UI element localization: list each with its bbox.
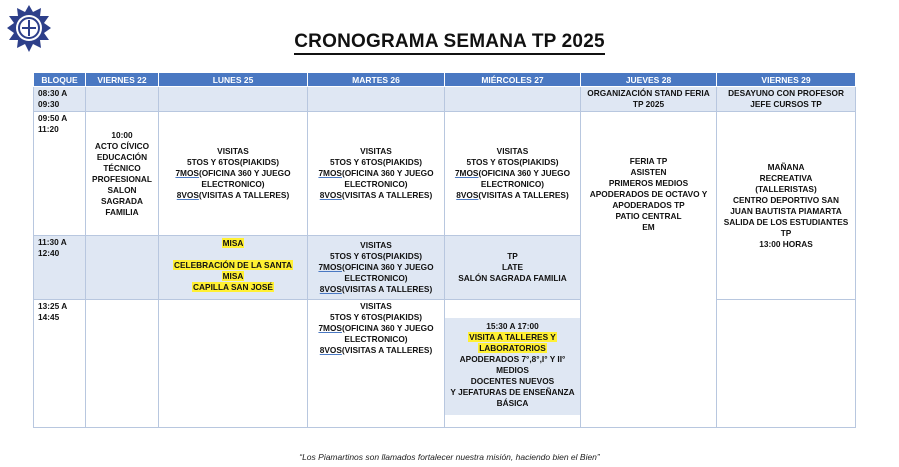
- cell-martes26-0830: [308, 87, 445, 112]
- cell-viernes22-acto-civico: 10:00 ACTO CÍVICO EDUCACIÓN TÉCNICO PROFESIONAL SALON SAGRADA FAMILIA: [86, 112, 159, 236]
- page-title: CRONOGRAMA SEMANA TP 2025: [0, 31, 899, 53]
- row-1325: [34, 300, 856, 428]
- cell-viernes22-0830: [86, 87, 159, 112]
- cell-jueves28-feria-tp: FERIA TP ASISTEN PRIMEROS MEDIOS APODERADOS DE OCTAVO Y APODERADOS TP PATIO CENTRAL EM: [581, 112, 717, 428]
- cell-viernes29-1325: [717, 300, 856, 428]
- cell-viernes22-1325: [86, 300, 159, 428]
- school-motto: “Los Piamartinos son llamados fortalecer nuestra misión, haciendo bien el Bien”: [299, 452, 600, 462]
- cell-miercoles27-tp-late: TP LATE SALÓN SAGRADA FAMILIA: [445, 236, 581, 300]
- cell-jueves28-0830: ORGANIZACIÓN STAND FERIA TP 2025: [581, 87, 717, 112]
- cell-lunes25-1325: [159, 300, 308, 428]
- row-0950: [34, 112, 856, 236]
- cell-martes26-visitas-1130: VISITAS 5TOS Y 6TOS(PIAKIDS) 7MOS(OFICINA 360 Y JUEGO ELECTRONICO) 8VOS(VISITAS A TALLERES): [308, 236, 445, 300]
- cell-viernes29-0830: DESAYUNO CON PROFESOR JEFE CURSOS TP: [717, 87, 856, 112]
- time-block-1325: 13:25 A 14:45: [34, 300, 86, 428]
- schedule-table: [33, 72, 856, 428]
- col-header-miercoles-27: MIÉRCOLES 27: [445, 73, 581, 87]
- cell-miercoles27-0830: [445, 87, 581, 112]
- col-header-viernes-29: VIERNES 29: [717, 73, 856, 87]
- time-block-0830: 08:30 A 09:30: [34, 87, 86, 112]
- col-header-martes-26: MARTES 26: [308, 73, 445, 87]
- time-block-0950: 09:50 A 11:20: [34, 112, 86, 236]
- cell-viernes22-1130: [86, 236, 159, 300]
- col-header-lunes-25: LUNES 25: [159, 73, 308, 87]
- col-header-viernes-22: VIERNES 22: [86, 73, 159, 87]
- cell-lunes25-visitas: VISITAS 5TOS Y 6TOS(PIAKIDS) 7MOS(OFICINA 360 Y JUEGO ELECTRONICO) 8VOS(VISITAS A TALLERES): [159, 112, 308, 236]
- header-row: [34, 73, 856, 87]
- cell-miercoles27-visitas: VISITAS 5TOS Y 6TOS(PIAKIDS) 7MOS(OFICINA 360 Y JUEGO ELECTRONICO) 8VOS(VISITAS A TALLERES): [445, 112, 581, 236]
- time-block-1130: 11:30 A 12:40: [34, 236, 86, 300]
- cell-miercoles27-visita-talleres: [445, 300, 581, 428]
- cell-martes26-visitas: VISITAS 5TOS Y 6TOS(PIAKIDS) 7MOS(OFICINA 360 Y JUEGO ELECTRONICO) 8VOS(VISITAS A TALLERES): [308, 112, 445, 236]
- cell-martes26-visitas-1325: VISITAS 5TOS Y 6TOS(PIAKIDS) 7MOS(OFICINA 360 Y JUEGO ELECTRONICO) 8VOS(VISITAS A TALLERES): [308, 300, 445, 428]
- col-header-bloque: BLOQUE: [34, 73, 86, 87]
- cell-lunes25-0830: [159, 87, 308, 112]
- cell-viernes29-manana-recreativa: MAÑANA RECREATIVA (TALLERISTAS) CENTRO DEPORTIVO SAN JUAN BAUTISTA PIAMARTA SALIDA DE LOS ESTUDIANTES TP 13:00 HORAS: [717, 112, 856, 300]
- row-0830: [34, 87, 856, 112]
- visita-talleres-block: 15:30 A 17:00 VISITA A TALLERES Y LABORATORIOS APODERADOS 7°,8°,I° Y II° MEDIOS DOCENTES NUEVOS Y JEFATURAS DE ENSEÑANZA BÁSICA: [445, 318, 580, 415]
- col-header-jueves-28: JUEVES 28: [581, 73, 717, 87]
- cell-lunes25-misa: MISA CELEBRACIÓN DE LA SANTA MISA CAPILLA SAN JOSÉ: [159, 236, 308, 300]
